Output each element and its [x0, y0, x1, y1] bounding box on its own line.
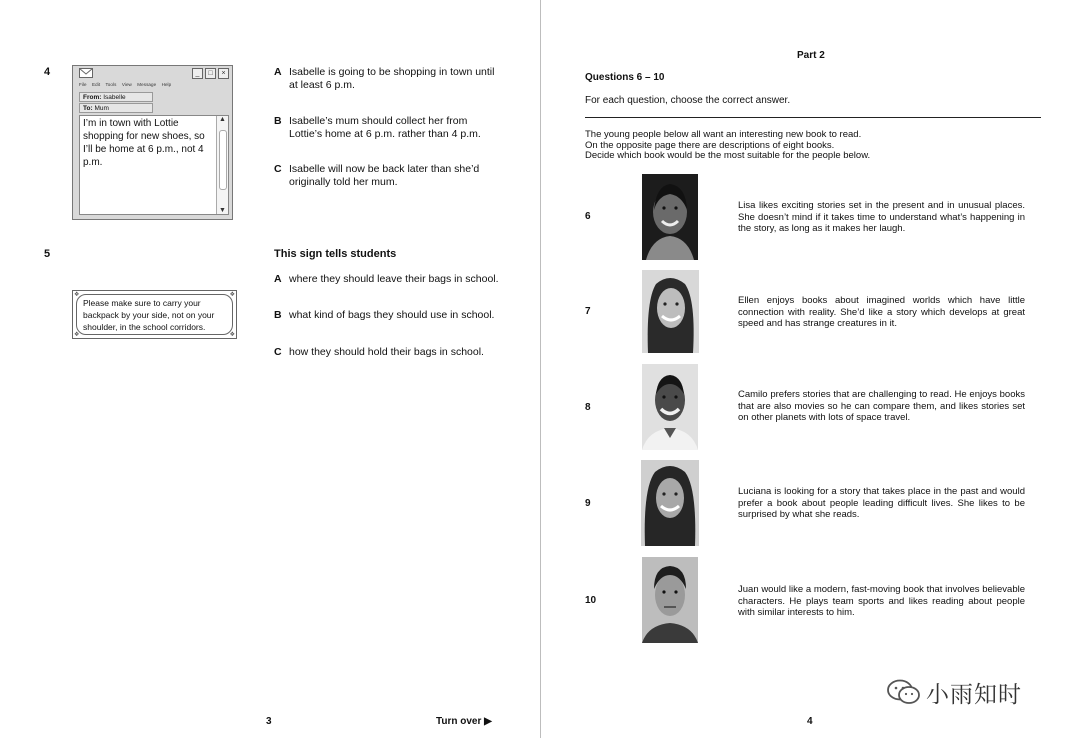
scroll-thumb	[219, 130, 227, 190]
scroll-up-icon: ▲	[219, 116, 226, 123]
option-letter: B	[274, 115, 282, 127]
q4-option-c	[274, 163, 499, 189]
person-description: Lisa likes exciting stories set in the present and in unusual places. She doesn’t mind if it takes time to understand what’s happening in the story, as long as it makes her laugh.	[738, 200, 1025, 234]
questions-heading: Questions 6 – 10	[585, 72, 665, 83]
email-body	[79, 115, 229, 215]
option-letter: C	[274, 346, 282, 358]
option-text: how they should hold their bags in school.	[289, 346, 484, 358]
intro-line: The young people below all want an interesting new book to read.	[585, 129, 862, 140]
menu-help: Help	[161, 82, 172, 87]
question-number-5: 5	[44, 248, 51, 260]
person-description: Camilo prefers stories that are challenging to read. He enjoys books that are also movies so he can compare them, and likes stories set on other planets with lots of space travel.	[738, 389, 1025, 423]
close-icon: ×	[218, 68, 229, 79]
option-letter: B	[274, 309, 282, 321]
option-text: where they should leave their bags in school.	[289, 273, 499, 285]
q5-stem: This sign tells students	[274, 248, 397, 260]
sign-text: Please make sure to carry your backpack by your side, not on your shoulder, in the school corridors.	[83, 298, 215, 332]
to-label: To:	[83, 105, 93, 112]
scroll-down-icon: ▼	[219, 207, 226, 214]
menu-view: View	[121, 82, 132, 87]
q5-option-a	[274, 273, 514, 286]
school-sign	[72, 290, 237, 339]
person-photo	[642, 174, 698, 260]
ornament-icon: ❖	[229, 292, 235, 298]
q4-option-b	[274, 115, 499, 141]
person-number: 7	[585, 306, 591, 317]
option-letter: C	[274, 163, 282, 175]
turn-over-label: Turn over ▶	[436, 716, 492, 727]
to-value: Mum	[94, 105, 109, 112]
menu-message: Message	[137, 82, 157, 87]
email-to-field	[79, 103, 153, 113]
email-window	[72, 65, 233, 220]
person-number: 6	[585, 211, 591, 222]
from-value: Isabelle	[103, 94, 126, 101]
part-title: Part 2	[797, 50, 825, 61]
person-photo	[642, 364, 698, 450]
option-text: Isabelle’s mum should collect her from Lottie’s home at 6 p.m. rather than 4 p.m.	[289, 115, 481, 140]
watermark	[886, 672, 1051, 710]
option-text: what kind of bags they should use in school.	[289, 309, 495, 321]
from-label: From:	[83, 94, 102, 101]
divider-rule	[585, 117, 1041, 118]
watermark-text: 小雨知时	[926, 682, 1022, 708]
email-message: I’m in town with Lottie shopping for new shoes, so I’ll be home at 6 p.m., not 4 p.m.	[83, 118, 205, 168]
intro-line: On the opposite page there are descriptions of eight books.	[585, 139, 835, 151]
ornament-icon: ❖	[229, 332, 235, 338]
question-number-4: 4	[44, 66, 51, 78]
option-letter: A	[274, 66, 282, 78]
intro-line: Decide which book would be the most suitable for the people below.	[585, 150, 871, 161]
option-text: Isabelle will now be back later than she’d originally told her mum.	[289, 163, 480, 188]
email-menubar	[79, 82, 175, 87]
envelope-icon	[79, 68, 93, 78]
q5-option-b	[274, 309, 514, 322]
person-description: Luciana is looking for a story that takes place in the past and would prefer a book about people leading difficult lives. She likes to be surprised by what she reads.	[738, 486, 1025, 520]
menu-tools: Tools	[105, 82, 117, 87]
menu-edit: Edit	[92, 82, 101, 87]
page-number: 3	[266, 716, 272, 727]
instruction-text: For each question, choose the correct answer.	[585, 95, 791, 106]
ornament-icon: ❖	[74, 292, 80, 298]
intro-text	[585, 130, 1025, 162]
page-number: 4	[807, 716, 813, 727]
person-description: Ellen enjoys books about imagined worlds which have little connection with reality. She’d like a story which develops at great speed and has strange creatures in it.	[738, 295, 1025, 329]
minimize-icon: _	[192, 68, 203, 79]
person-photo	[642, 557, 698, 643]
person-photo	[641, 460, 699, 546]
menu-file: File	[79, 82, 87, 87]
wechat-icon	[886, 678, 922, 706]
q4-option-a	[274, 66, 499, 92]
email-from-field	[79, 92, 153, 102]
option-letter: A	[274, 273, 282, 285]
person-number: 10	[585, 595, 597, 606]
right-page	[541, 0, 1080, 738]
q5-option-c	[274, 346, 514, 359]
email-scrollbar	[216, 116, 228, 214]
email-titlebar	[73, 66, 232, 80]
option-text: Isabelle is going to be shopping in town until at least 6 p.m.	[289, 66, 495, 91]
person-description: Juan would like a modern, fast-moving book that involves believable characters. He plays team sports and likes reading about people with similar interests to him.	[738, 584, 1025, 618]
person-number: 8	[585, 402, 591, 413]
ornament-icon: ❖	[74, 332, 80, 338]
person-photo	[642, 270, 699, 353]
maximize-icon: □	[205, 68, 216, 79]
person-number: 9	[585, 498, 591, 509]
